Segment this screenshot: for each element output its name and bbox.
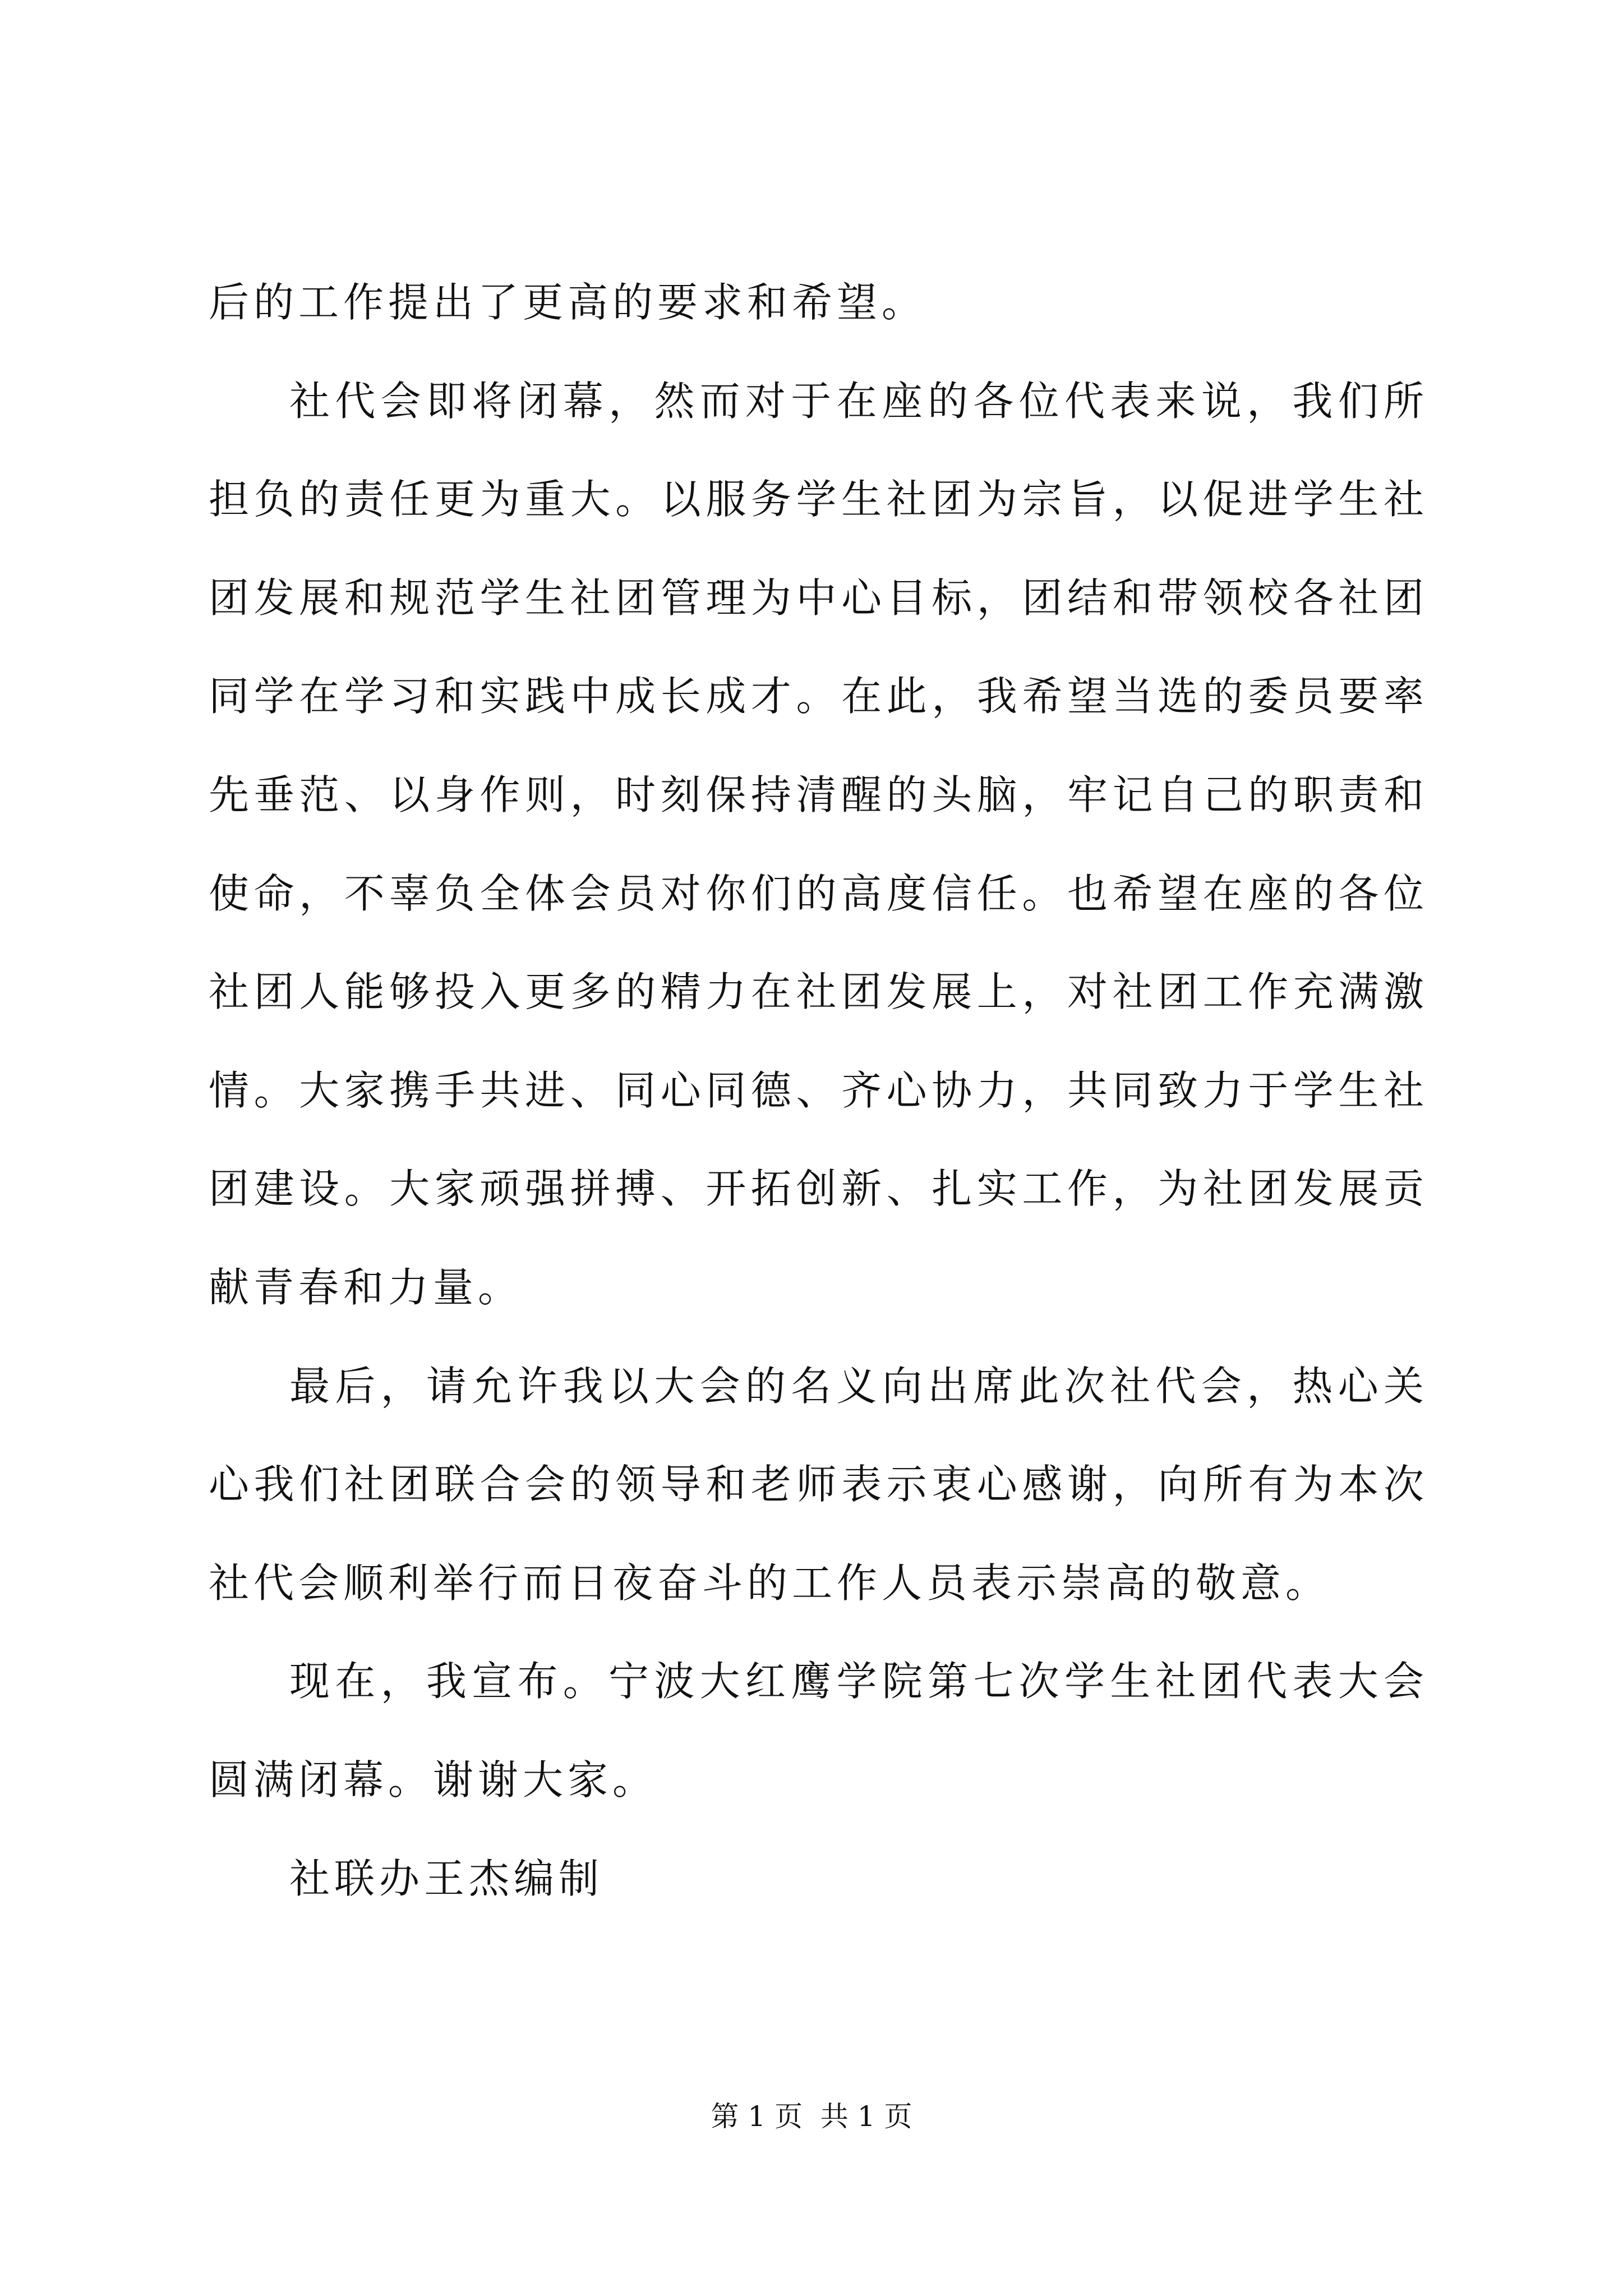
paragraph-responsibility: 社代会即将闭幕，然而对于在座的各位代表来说，我们所担负的责任更为重大。以服务学生社团为宗旨，以促进学生社团发展和规范学生社团管理为中心目标，团结和带领校各社团同学在学习和实践中成长成才。在此，我希望当选的委员要率先垂范、以身作则，时刻保持清醒的头脑，牢记自己的职责和使命，不辜负全体会员对你们的高度信任。也希望在座的各位社团人能够投入更多的精力在社团发展上，对社团工作充满激情。大家携手共进、同心同德、齐心协力，共同致力于学生社团建设。大家顽强拼搏、开拓创新、扎实工作，为社团发展贡献青春和力量。 bbox=[209, 377, 1428, 1311]
paragraph-closing-announcement: 现在，我宣布。宁波大红鹰学院第七次学生社团代表大会圆满闭幕。谢谢大家。 bbox=[209, 1658, 1428, 1803]
document-body bbox=[209, 254, 1428, 1928]
paragraph-thanks: 最后，请允许我以大会的名义向出席此次社代会，热心关心我们社团联合会的领导和老师表示衷心感谢，向所有为本次社代会顺利举行而日夜奋斗的工作人员表示崇高的敬意。 bbox=[209, 1362, 1428, 1607]
page-footer: 第 1 页 共 1 页 bbox=[711, 2100, 912, 2133]
paragraph-continuation: 后的工作提出了更高的要求和希望。 bbox=[209, 279, 927, 326]
paragraph-author-note: 社联办王杰编制 bbox=[289, 1855, 604, 1902]
